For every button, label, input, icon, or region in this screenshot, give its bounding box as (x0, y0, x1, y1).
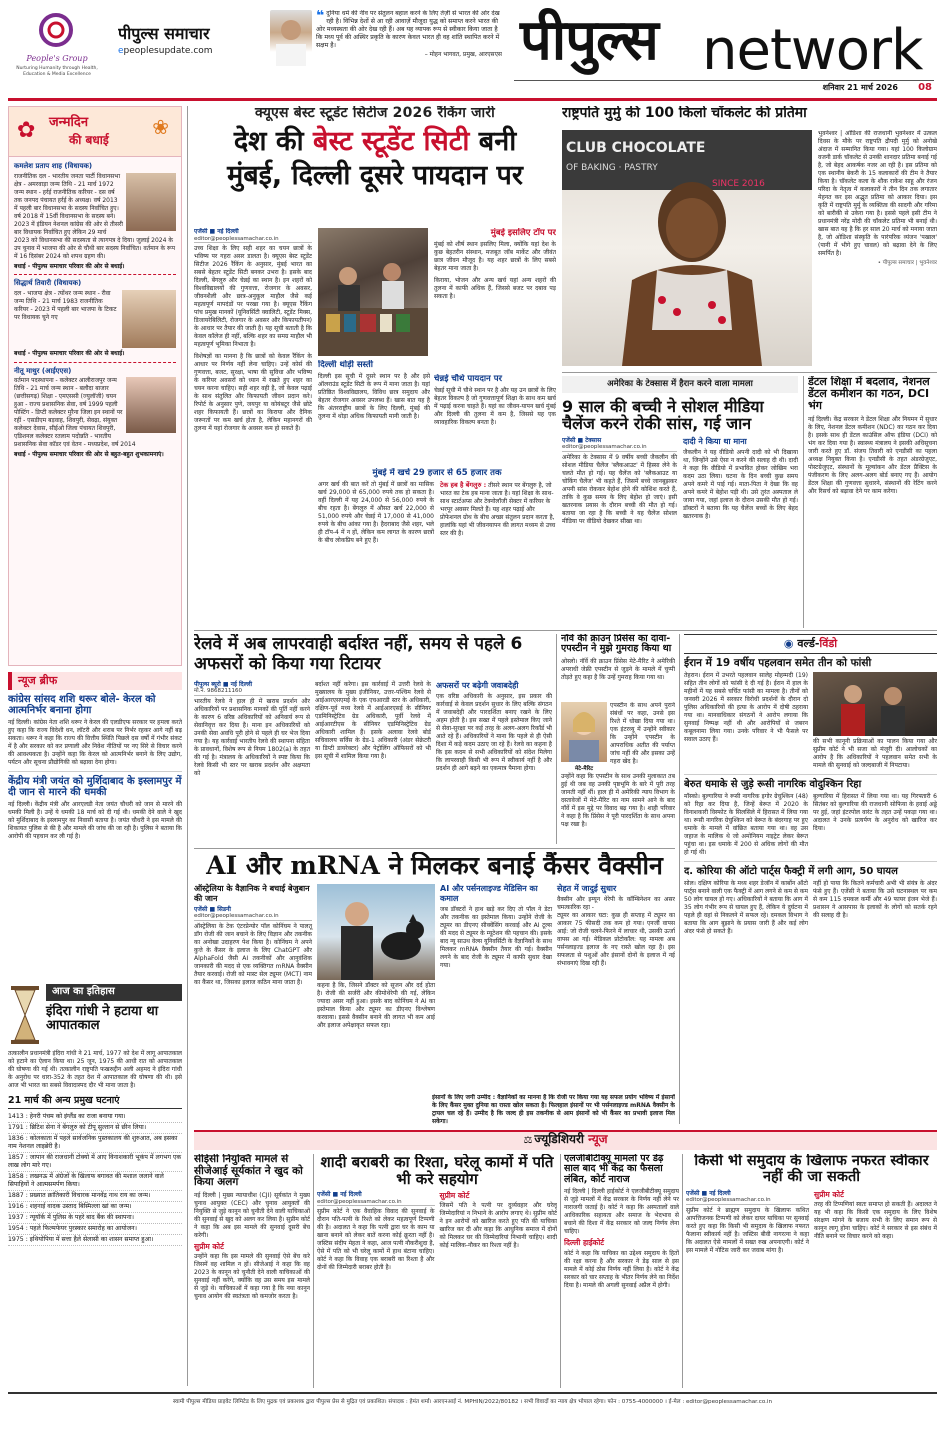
mumbai-body-2: किराया, भोजन और अन्य खर्च यहां अन्य शहरों की तुलना में काफी अधिक हैं, जिससे बजट पर दबाव पड़ सकता है। (434, 276, 556, 300)
history-body: तत्कालीन प्रधानमंत्री इंदिरा गांधी ने 21 मार्च, 1977 को देश में लागू आपातकाल को हटाने का ऐलान किया था। 25 जून, 1975 की आधी रात को आपातकाल की घोषणा की गई थी। तत्कालीन राष्ट्रपति फखरुद्दीन अली अहमद ने इंदिरा गांधी के अनुरोध पर धारा-352 के तहत देश में आपातकाल की घोषणा की थी। इसे आज भी भारत का सबसे विवादास्पद दौर भी माना जाता है। (8, 1050, 182, 1089)
cancer-body-3: जब डॉक्टरों ने हाथ खड़े कर दिए तो पॉल ने डेटा और तकनीक का इस्तेमाल किया। उन्होंने रोजी के ट्यूमर का डीएनए सीक्वेंसिंग करवाई और AI टूल्स की मदद से ट्यूमर के म्यूटेशन की पहचान की। इसके बाद न्यू साउथ वेल्स यूनिवर्सिटी के वैज्ञानिकों के साथ मिलकर mRNA वैक्सीन तैयार की गई। वैक्सीन लगने के बाद रोजी के ट्यूमर में काफी सुधार देखा गया। (440, 905, 552, 969)
cost-head: मुंबई में खर्च 29 हजार से 65 हजार तक (372, 468, 502, 478)
cancer-hope-text: इंसानों के लिए जगी उम्मीद : वैज्ञानिकों का मानना है कि रोजी पर किया गया यह सफल प्रयोग भविष्य में इंसानों के लिए कैंसर मुक्त दुनिया का रास्ता खोल सकता है। फिलहाल इंसानों पर भी पर्सनलाइज्ड mRNA वैक्सीन के ट्रायल चल रहे हैं। उम्मीद है कि जल्द ही इस तकनीक से आम इंसानों को भी कैंसर का प्रभावी इलाज मिल सकेगा। (432, 1094, 675, 1125)
cec-tag: सुप्रीम कोर्ट (194, 1241, 224, 1251)
judiciary-story-3 (564, 1154, 679, 1388)
russia-body-2: बुल्गारिया में हिरासत में लिया गया था। यह गिरफ्तारी 6 सितंबर को बुल्गारिया की राजधानी सोफिया के हवाई अड्डे पर हुई, जहां इंटरपोल वारंट के तहत उन्हें पकड़ा गया था। अदालत ने उनके प्रत्यर्पण के अनुरोध को खारिज कर दिया। (813, 793, 937, 833)
row-divider-mid-2 (194, 848, 675, 849)
birthday-header (9, 107, 181, 157)
qs-kicker: क्यूएस बेस्ट स्टूडेंट सिटीज 2026 रैंकिंग जारी (255, 106, 495, 121)
p2-wish: बधाई - पीपुल्स समाचार परिवार की ओर से बधाई। (14, 350, 125, 357)
events-list (8, 1112, 182, 1246)
shop-sign-text: CLUB CHOCOLATE (566, 140, 706, 156)
railway-sub-head: अफसरों पर बढ़ेगी जवाबदेही (436, 680, 519, 690)
texas-headline: 9 साल की बच्ची ने सोशल मीडिया चैलेंज करने रोकी सांस, गई जान (562, 396, 764, 434)
judiciary-story-2 (317, 1154, 557, 1388)
tech-hub-head: टेक हब है बेंगलुरु : (440, 480, 487, 489)
iran-photo (813, 672, 937, 736)
crown-side-text: एपस्टीन के साथ अपने पुराने संबंधों पर कहा, उनसे इस रिश्ते में धोखा दिया गया था। एक इंटरव्यू में उन्होंने स्वीकार कि उन्होंने एपस्टीन के आपराधिक अतीत की पर्याप्त जांच नहीं की और इसका उन्हें गहरा खेद है। (610, 702, 675, 765)
group-name: People's Group (26, 54, 88, 63)
hourglass-icon (8, 984, 42, 1046)
p1-photo (126, 173, 176, 231)
iran-body-2: की सभी कानूनी प्रक्रियाओं का पालन किया गया और सुप्रीम कोर्ट ने भी सजा को मंजूरी दी। आलोचकों का आरोप है कि अधिकारियों ने पहलवान समेत सभी के मामले की सुनवाई को जल्दबाजी में निपटाया। (813, 738, 937, 770)
bookstall-image (318, 228, 428, 356)
world-window (684, 634, 937, 1124)
cancer-bottom-note (432, 1094, 675, 1126)
p1-wish: बधाई - पीपुल्स समाचार परिवार की ओर से बधाई। (14, 262, 125, 270)
paper-name: पीपुल्स समाचार (118, 24, 210, 43)
crown-photo-col (561, 702, 675, 844)
marriage-headline: शादी बराबरी का रिश्ता, घरेलू कामों में पति भी करे सहयोग (320, 1154, 554, 1188)
marriage-body: सुप्रीम कोर्ट ने एक वैवाहिक विवाद की सुनवाई के दौरान पति-पत्नी के रिश्ते को लेकर महत्वपूर्ण टिप्पणी की है। अदालत ने कहा कि पत्नी द्वारा घर के काम या खाना बनाने को लेकर बातें करना कोई क्रूरता नहीं है। जस्टिस संदीप मेहता ने कहा, आज पत्नी नौकरीशुदा है, ऐसे में पति को भी घरेलू कामों में हाथ बंटाना चाहिए। कोर्ट ने कहा कि विवाह एक बराबरी का रिश्ता है और दोनों की जिम्मेदारी बराबर होती है। (317, 1208, 435, 1272)
history-label: आज का इतिहास (46, 984, 182, 1001)
group-logo-icon (36, 10, 76, 50)
hate-tag: सुप्रीम कोर्ट (814, 1189, 844, 1199)
svg-text:OF BAKING · PASTRY: OF BAKING · PASTRY (566, 163, 658, 173)
texas-sub-head: दादी ने किया था माना (683, 436, 747, 446)
top-quote (316, 10, 502, 90)
p1-name: कमलेश प्रताप शाह (विधायक) (14, 162, 93, 170)
person-icon (270, 10, 312, 66)
cake-icon: ✿ (17, 118, 36, 143)
iran-body: तेहरान। ईरान में उभरते पहलवान सालेह मोहम्मदी (19) सहित तीन लोगों को फांसी दे दी गई है। ईरान में हाल के महीनों में यह सबसे चर्चित फांसी का मामला है। तीनों को जनवरी 2026 में सरकार विरोधी प्रदर्शनों के दौरान दो पुलिस अधिकारियों की हत्या के आरोप में दोषी ठहराया गया था। मानवाधिकार संगठनों ने आरोप लगाया कि सुनवाई निष्पक्ष नहीं थी और आरोपियों से जबरन कबूलनामा लिया गया। उनके परिवार ने भी फैसले पर सवाल उठाए हैं। (684, 672, 808, 744)
brief-headline-2: केंद्रीय मंत्री जयंत को मुर्शिदाबाद के इस्लामपुर में दी जान से मारने की धमकी (8, 775, 182, 798)
choco-statue-photo (562, 130, 812, 366)
event-item: 1937 : न्यूयॉर्क में पुलिस के पहरे बाद बैंक की स्थापना। (8, 1213, 182, 1224)
qs-byline: एजेंसी ■ नई दिल्ली (194, 228, 239, 235)
imprint-text: स्वामी पीपुल्स मीडिया प्राइवेट लिमिटेड के लिए मुद्रक एवं प्रकाशक द्वारा पीपुल्स प्रेस से मुद्रित एवं प्रकाशित। संपादक : हेमंत शर्मा। आरएनआई नं. MPHIN/2022/80182 । सभी विवादों का न्याय क्षेत्र भोपाल रहेगा। फोन : 0755-4000000 । ई-मेल : editor@peoplessamachar.co.in (172, 1399, 773, 1405)
judiciary-story-4 (686, 1154, 937, 1388)
dental-story (808, 376, 937, 628)
choco-credit: • पीपुल्स समाचार | भुवनेश्वर (877, 260, 937, 266)
person-icon (561, 702, 607, 762)
brand-english: network (702, 18, 923, 82)
tech-hub-body: तीसरे स्थान पर बेंगलुरु है, जो भारत का टेक हब माना जाता है। यहां शिक्षा के साथ-साथ स्टार्टअप्स और टेक्नोलॉजी सेक्टर में करियर के भरपूर अवसर मिलते हैं। यह शहर पढ़ाई और प्रोफेशनल ग्रोथ के बीच अच्छा संतुलन प्रदान करता है, हालांकि यहां भी जीवनयापन की लागत मध्यम से उच्च स्तर की है। (440, 481, 556, 537)
edition-date: शनिवार 21 मार्च 2026 (822, 83, 898, 92)
chennai-head: चेन्नई चौथे पायदान पर (434, 374, 503, 384)
man-with-dog-image (317, 884, 435, 980)
korea-body-2: नहीं हो पाया कि कितने कर्मचारी अभी भी संयंत्र के अंदर फंसे हुए हैं। एजेंसी ने बताया कि उसे घटनास्थल पर कम से कम 115 दमकल कर्मी और 49 फायर इंजन भेजे हैं। प्रशासन ने आसपास के इलाकों के लोगों को सतर्क रहने की सलाह दी है। (813, 880, 937, 920)
qs-delhi-block (318, 360, 430, 460)
page-number: 08 (918, 82, 932, 93)
brand-hindi: पीपुल्स (520, 8, 658, 73)
dateline (514, 80, 934, 94)
cec-body-2: उन्होंने कहा कि इस मामले की सुनवाई ऐसे बेंच करे जिसमें वह शामिल न हों। सीजेआई ने कहा कि वह 2023 के कानून को चुनौती देने वाली याचिकाओं की सुनवाई नहीं करेंगे, क्योंकि वह उस समय इस मामले से जुड़े थे। याचिकाओं में कहा गया है कि नया कानून चुनाव आयोग की स्वतंत्रता को कमजोर करता है। (194, 1253, 310, 1301)
p3-photo (126, 377, 176, 433)
lgbtq-tag: दिल्ली हाईकोर्ट (564, 1238, 605, 1248)
lgbtq-headline: एलजीबीटीक्यू मामलों पर डेढ़ साल बाद भी केंद्र का फैसला लंबित, कोर्ट नाराज (564, 1154, 664, 1185)
railway-mobile: मो.नं. 9868211160 (194, 688, 310, 696)
railway-body-3: एक वरिष्ठ अधिकारी के अनुसार, इस प्रकार की कार्रवाई से केवल प्रदर्शन सुधार के लिए बल्कि संगठन में जवाबदेही और पारदर्शिता बनाए रखने के लिए अहम होती है। इस सख्त में पहले इस्तेमाल किए जाने से सेवा-सुरक्षा पर कई तरह के अलग-अलग रिकॉर्ड भी आते रहे हैं। अधिकारियों ने माना कि पहले से ही ऐसी दिशा में कड़े कदम उठाए जा रहे हैं। रेलवे का कहना है कि इस कदम से सभी अधिकारियों को संदेश मिलेगा कि लापरवाही किसी भी रूप में स्वीकार्य नहीं है और प्रदर्शन ही आगे बढ़ने का एकमात्र पैमाना होगा। (436, 692, 552, 772)
dental-body: नई दिल्ली। केंद्र सरकार ने डेंटल शिक्षा और नियमन में सुधार के लिए, नेशनल डेंटल कमीशन (NDC) का गठन कर दिया है। इसके साथ ही डेंटल काउंसिल ऑफ इंडिया (DCI) को भंग कर दिया गया है। स्वास्थ्य मंत्रालय ने इसकी अधिसूचना जारी करते हुए डॉ. संजय तिवारी को एनडीसी का पहला अध्यक्ष नियुक्त किया है। एनडीसी के तहत अंडरग्रेजुएट, पोस्टग्रेजुएट, संस्थानों के मूल्यांकन और डेंटल प्रैक्टिस के पंजीकरण के लिए अलग-अलग बोर्ड बनाए गए हैं। आयोग डेंटल शिक्षा की गुणवत्ता सुधारने, संस्थानों की रेटिंग करने और रिसर्च को बढ़ावा देने पर काम करेगा। (808, 416, 937, 496)
group-tagline: Nurturing Humanity through Health, Education & Media Excellence (16, 66, 98, 77)
vertical-divider-crown (556, 634, 557, 844)
choco-headline: राष्ट्रपति मुर्मु की 100 किलो चॉकलेट की प्रतिमा (562, 106, 807, 121)
row-divider-right-1 (562, 372, 937, 373)
qs-headline-2: मुंबई, दिल्ली दूसरे पायदान पर (227, 160, 523, 192)
judiciary-story-1 (194, 1154, 310, 1388)
qs-story (194, 106, 556, 626)
qs-chennai-block (434, 374, 556, 466)
history-box (8, 984, 182, 1386)
imprint-footer (8, 1392, 937, 1440)
brief-headline-1: कांग्रेस सांसद शशि थरूर बोले- केरल को आत्मनिर्भर बनाना होगा (8, 693, 156, 716)
wrestler-image (813, 672, 933, 736)
event-item: 1954 : पहले फिल्मफेयर पुरस्कार समारोह का आयोजन। (8, 1224, 182, 1235)
choco-body: भुवनेश्वर | ओडिशा की राजधानी भुवनेश्वर में उत्कल दिवस के मौके पर राष्ट्रपति द्रौपदी मुर्मु को अनोखे अंदाज में सम्मानित किया गया। यहां 100 किलोग्राम वजनी डार्क चॉकलेट से उनकी शानदार प्रतिमा बनाई गई है, जो बेहद आकर्षक नजर आ रही है। इस प्रतिमा को एक स्थानीय बेकरी के 15 कलाकारों की टीम ने तैयार किया है। चॉकलेट कला के शौक राकेश साहू और रंजन परिदा के नेतृत्व में कलाकारों ने तीन दिन तक लगातार मेहनत कर इस अद्भुत प्रतिमा को आकार दिया। इस कृति में राष्ट्रपति मुर्मु के व्यक्तित्व की सादगी और गरिमा को बारीकी से उकेरा गया है। इससे पहले इसी टीम ने प्रधानमंत्री नरेंद्र मोदी की चॉकलेट प्रतिमा भी बनाई थी। खास बात यह है कि हर साल 20 मार्च को मनाया जाता है, जो ओडिशा संस्कृति के पारंपरिक व्यंजन 'पखाल' (पानी में भीगे हुए चावल) को बढ़ावा देने के लिए समर्पित है। (818, 130, 937, 257)
qs-body-1: उच्च शिक्षा के लिए सही शहर का चयन छात्रों के भविष्य पर गहरा असर डालता है। क्यूएस बेस्ट स्टूडेंट सिटीज 2026 रैंकिंग के अनुसार, मुंबई भारत का सबसे बेहतर स्टूडेंट सिटी बनकर उभरा है। इसके बाद दिल्ली, बेंगलुरु और चेन्नई का स्थान है। इन शहरों को विश्वविद्यालयों की गुणवत्ता, रोजगार के अवसर, जीवनशैली और छात्र-अनुकूल माहौल जैसे कई महत्वपूर्ण मापदंडों पर परखा गया है। क्यूएस रैंकिंग पांच प्रमुख मानकों (यूनिवर्सिटी क्वालिटी, स्टूडेंट मिक्स, डिजायरेबिलिटी, रोजगार के अवसर और किफायतीपन) के आधार पर तैयार की जाती है। यह सूची बताती है कि केवल कॉलेज ही नहीं, बल्कि शहर का समग्र माहौल भी महत्वपूर्ण भूमिका निभाता है। (194, 245, 312, 349)
dental-headline: डेंटल शिक्षा में बदलाव, नेशनल डेंटल कमीशन का गठन, DCI भंग (808, 376, 930, 413)
peoples-group-logo (14, 8, 100, 92)
marriage-body-2: जिसमें पति ने पत्नी पर दुर्व्यवहार और घरेलू जिम्मेदारियां न निभाने के आरोप लगाए थे। सुप्रीम कोर्ट ने इन आरोपों को खारिज करते हुए पति की याचिका खारिज कर दी और कहा कि आधुनिक समाज में दोनों को मिलकर घर की जिम्मेदारियां निभानी चाहिए। शादी कोई मालिक-नौकर का रिश्ता नहीं है। (439, 1202, 557, 1250)
cancer-email: editor@peoplessamachar.co.in (194, 913, 312, 921)
brief-body-1: नई दिल्ली। कांग्रेस नेता शशि थरूर ने केरल की एलडीएफ सरकार पर हमला करते हुए कहा कि राज्य विदेशी धन, लॉटरी और शराब पर निर्भर रहकर आगे नहीं बढ़ सकता। थरूर ने कहा कि राज्य की वित्तीय स्थिति पिछले दस वर्षों में गंभीर संकट में है और सरकार को कर प्रणाली और निवेश नीतियों पर नए सिरे से विचार करने की आवश्यकता है। उन्होंने कहा कि केरल को आत्मनिर्भर बनाने के लिए उद्योग, पर्यटन और सूचना प्रौद्योगिकी को बढ़ावा देना होगा। (8, 718, 182, 766)
cec-body: नई दिल्ली | मुख्य न्यायाधीश (CJI) सूर्यकांत ने मुख्य चुनाव आयुक्त (CEC) और चुनाव आयुक्तों की नियुक्ति से जुड़े कानून को चुनौती देने वाली याचिकाओं की सुनवाई से खुद को अलग कर लिया है। सुप्रीम कोर्ट ने कहा कि अब इस मामले की सुनवाई दूसरी बेंच करेगी। (194, 1191, 310, 1239)
iran-headline: ईरान में 19 वर्षीय पहलवान समेत तीन को फांसी (684, 656, 872, 669)
delhi-head: दिल्ली थोड़ी सस्ती (318, 360, 373, 370)
cancer-dog-photo (317, 884, 435, 980)
railway-body-2: बर्दाश्त नहीं करेगा। इस कार्रवाई में उत्तरी रेलवे के मुख्यालय के मुख्य इंजीनियर, उत्तर-पश्चिम रेलवे से आईआरएसएमई के एक एचआरडी स्तर के अधिकारी, दक्षिण-पूर्व मध्य रेलवे में आईआरएसई के सीनियर एडमिनिस्ट्रेटिव ग्रेड अधिकारी, पूर्वी रेलवे में आईआरटीएस के सीनियर एडमिनिस्ट्रेटिव ग्रेड अधिकारी शामिल हैं। इसके अलावा रेलवे बोर्ड सचिवालय सर्विस के ग्रेड-1 अधिकारी (अंडर सेक्रेटरी या डिप्टी डायरेक्टर) और पेट्रोलिंग ऑफिसरों को भी इस सूची में शामिल किया गया है। (315, 680, 431, 760)
birthday-title-sub: की बधाई (69, 133, 109, 147)
masthead-divider (8, 98, 937, 101)
p1-details: राजनीतिक दल - भारतीय जनता पार्टी विधानसभा क्षेत्र - अमरवाड़ा जन्म तिथि - 21 मार्च 1972 जन्म स्थान - हर्रई राजनीतिक करियर - दस वर्ष तक जनपद पंचायत हर्रई के अध्यक्ष। वर्ष 2013 में पहली बार विधानसभा के सदस्य निर्वाचित हुए। वर्ष 2018 में 15वीं विधानसभा के सदस्य बने। 2023 में इंडियन नेशनल कांग्रेस की ओर से तीसरी बार विधायक निर्वाचित हुए लेकिन 29 मार्च 2023 को विधानसभा की सदस्यता से त्यागपत्र दे दिया। जुलाई 2024 के उप चुनाव में भाजपा की ओर से चौथी बार सदस्य निर्वाचित। वर्तमान के रूप में 16 दिसंबर 2024 को शपथ ग्रहण की। (14, 172, 176, 260)
cancer-body-4: वैक्सीन और इम्यून थेरेपी के कॉम्बिनेशन का असर चमत्कारिक रहा - (557, 895, 675, 911)
cancer-kicker: ऑस्ट्रेलिया के वैज्ञानिक ने बचाई बेजुबान की जान (194, 883, 310, 903)
brief-label: न्यूज ब्रीफ (8, 672, 182, 690)
russia-body: मॉस्को। बुल्गारिया ने रूसी नागरिक इगोर ग्रेचुश्किन (48) को रिहा कर दिया है, जिन्हें बेरूत में 2020 के विनाशकारी विस्फोट के सिलसिले में हिरासत में लिया गया था। रूसी नागरिक ग्रेचुश्किन को बेरूत के बंदरगाह पर हुए धमाके के मामले में वांछित बताया गया था। वह उस जहाज के मालिक थे जो अमोनियम नाइट्रेट लेकर बेरूत पहुंचा था। इस धमाके में 200 से अधिक लोगों की मौत हो गई थी। (684, 793, 808, 857)
hate-headline: किसी भी समुदाय के खिलाफ नफरत स्वीकार नहीं की जा सकती (694, 1154, 929, 1185)
cancer-body-5: ट्यूमर का आकार घटा: कुछ ही सप्ताह में ट्यूमर का आकार 75 फीसदी तक कम हो गया। एनर्जी वापस आई: जो रोजी चलने-फिरने में लाचार थी, उसकी ऊर्जा वापस आ गई। मेडिकल प्रोटोकॉल: यह मामला अब पर्सनलाइज्ड इलाज के नए रास्ते खोल रहा है। इस सफलता से पशुओं और इंसानों दोनों के इलाज में नई संभावनाएं दिख रही हैं। (557, 911, 675, 967)
paper-logo (118, 24, 266, 76)
svg-text:SINCE 2016: SINCE 2016 (712, 179, 765, 189)
qs-body-2: विशेषज्ञों का मानना है कि छात्रों को केवल रैंकिंग के आधार पर निर्णय नहीं लेना चाहिए। उन्हें कोर्स की गुणवत्ता, बजट, सुरक्षा, भाषा की सुविधा और भविष्य के करियर अवसरों को ध्यान में रखते हुए शहर का चयन करना चाहिए। सही शहर वही है, जो केवल पढ़ाई के साथ संतुलित और किफायती जीवन प्रदान करे। रिपोर्ट के अनुसार पुणे, जयपुर या कोयंबटूर जैसे छोटे शहर किफायती हैं। छात्रों का किराया और दैनिक जरूरतों पर कम खर्च होता है, लेकिन महानगरों की तुलना में यहां रोजगार के अवसर कम हो सकते हैं। (194, 353, 312, 433)
hate-body: सुप्रीम कोर्ट ने ब्राह्मण समुदाय के खिलाफ कथित आपत्तिजनक टिप्पणी को लेकर दायर याचिका पर सुनवाई करते हुए कहा कि किसी भी समुदाय के खिलाफ नफरत फैलाना स्वीकार्य नहीं है। जस्टिस बीवी नागरत्ना ने कहा कि अदालत ऐसे मामलों में सख्त रुख अपनाएगी। कोर्ट ने इस मामले में नोटिस जारी कर जवाब मांगा है। (686, 1207, 809, 1255)
quote-icon: ❝ (316, 10, 325, 24)
vertical-divider-dental (803, 376, 804, 628)
gavel-icon: ⚖ (523, 1135, 533, 1146)
railway-byline: पीपुल्स ब्यूरो ■ नई दिल्ली (194, 680, 253, 688)
balloon-icon: ❀ (152, 115, 169, 139)
railway-headline: रेलवे में अब लापरवाही बर्दाश्त नहीं, समय से पहले 6 अफसरों को किया गया रिटायर (194, 634, 523, 675)
delhi-body: दिल्ली इस सूची में दूसरे स्थान पर है और इसे ऑलराउंड स्टूडेंट सिटी के रूप में माना जाता है। यहां प्रतिष्ठित विश्वविद्यालय, विविध छात्र समुदाय और बेहतर रोजगार अवसर उपलब्ध हैं। खास बात यह है कि अंतरराष्ट्रीय छात्रों के लिए दिल्ली, मुंबई की तुलना में थोड़ा अधिक किफायती मानी जाती है। (318, 372, 430, 420)
choco-body-col (818, 130, 937, 366)
qs-cost-block (318, 468, 556, 624)
news-brief (8, 672, 182, 980)
cancer-sub-head-1: AI और पर्सनलाइज्ड मेडिसिन का कमाल (440, 883, 538, 903)
crown-lead: ओस्लो। नॉर्वे की क्राउन प्रिंसेस मेटे-मैरिट ने अमेरिकी अपराधी जेफ्री एपस्टीन से जुड़ने के मामले में चुप्पी तोड़ते हुए कहा है कि उन्हें गुमराह किया गया था। (561, 657, 675, 681)
world-label: ◉ वर्ल्ड-विंडो (684, 634, 937, 654)
p2-photo (122, 290, 176, 348)
history-headline: इंदिरा गांधी ने हटाया था आपातकाल (46, 1003, 159, 1033)
texas-body-1: अमेरिका के टेक्सास में 9 वर्षीय बच्ची जैकलीन की सोशल मीडिया चैलेंज 'ब्लैकआउट' में हिस्सा लेने के चलते मौत हो गई। यह चैलेंज को 'ब्लैकआउट या चोकिंग चैलेंज' भी कहते हैं, जिसमें बच्चे जानबूझकर अपनी सांस रोककर बेहोश होने की कोशिश करते हैं, ताकि वे कुछ समय के लिए बेहोश हो जाएं। इसी खतरनाक प्रयास के दौरान बच्ची की मौत हो गई। बताया जा रहा है कि बच्ची ने यह चैलेंज सोशल मीडिया पर वीडियो देखकर सीखा था। (562, 454, 677, 526)
row-divider-mid-1 (194, 630, 937, 631)
birthday-title-top: जन्मदिन (49, 115, 89, 130)
marriage-tag: सुप्रीम कोर्ट (439, 1191, 470, 1200)
statue-image (562, 130, 812, 366)
cec-headline: सीईसी नियुक्ति मामले से सीजेआई सूर्यकांत ने खुद को किया अलग (194, 1154, 303, 1189)
p3-wish: बधाई - पीपुल्स समाचार परिवार की ओर से बहुत-बहुत शुभकामनाएं। (14, 451, 164, 459)
p2-details: दल - भाजपा क्षेत्र - त्योंथर जन्म स्थान - रीवा जन्म तिथि - 21 मार्च 1983 राजनीतिक करियर - 2023 में पहली बार भाजपा के टिकट पर विधायक चुने गए (14, 290, 117, 321)
event-item: 1791 : ब्रिटिश सेना ने बेंगलुरु को टीपू सुल्तान से छीन लिया। (8, 1123, 182, 1134)
texas-byline: एजेंसी ■ टेक्सास (562, 436, 602, 444)
masthead (0, 0, 945, 96)
website-link[interactable]: epeoplesupdate.com (118, 46, 213, 56)
korea-body: सोल। दक्षिण कोरिया के मध्य शहर डेजॉन में कार्बोन ऑटो पार्ट्स बनाने वाली एक फैक्ट्री में आग लगने से कम से कम 50 लोग घायल हो गए। अधिकारियों ने बताया कि आग में 35 लोग गंभीर रूप से घायल हुए हैं, लेकिन ये दुर्घटना में पहले ही वहां से निकलने में सफल रहे। दमकल विभाग ने बताया कि आग बुझाने के प्रयास जारी हैं और कई लोग अंदर फंसे हो सकते हैं। (684, 880, 808, 936)
event-item: 1916 : शहनाई वादक उस्ताद बिस्मिल्ला खां का जन्म। (8, 1202, 182, 1213)
qs-headline-1: देश की बेस्ट स्टूडेंट सिटी बनी (233, 126, 517, 158)
birthday-box (8, 106, 182, 666)
texas-email: editor@peoplessamachar.co.in (562, 444, 677, 452)
left-col-divider (187, 106, 188, 1386)
p3-name: नीतू माथुर (आईएएस) (14, 366, 72, 375)
p3-details: वर्तमान पदस्थापना - कलेक्टर आलीराजपुर जन्म तिथि - 21 मार्च जन्म स्थान - बलौदा बाजार (छत्तीसगढ़) शिक्षा - एमएससी (ज्युलॉजी) चयन हुआ - राज्य प्रशासनिक सेवा, वर्ष 1999 पहली पोस्टिंग - डिप्टी कलेक्टर मुरैना जिला इन स्थानों पर रहीं - एसडीएम बड़वाह, शिवपुरी, सेवढ़ा, संयुक्त कलेक्टर देवास, सीईओ जिला पंचायत शिवपुरी, एडिशनल कलेक्टर रतलाम पदोन्नति - भारतीय प्रशासनिक सेवा कॉडर एवं वेतन - मध्यप्रदेश, वर्ष 2014 (14, 377, 136, 449)
choco-story (562, 106, 937, 368)
marriage-email: editor@peoplessamachar.co.in (317, 1199, 435, 1207)
texas-story (562, 376, 798, 628)
texas-body-2: जैकलीन ने यह वीडियो अपनी दादी को भी दिखाया था, जिन्होंने उसे ऐसा न करने की सलाह दी थी। दादी ने कहा कि वीडियो में प्रभावित होकर जोखिम भरा कदम उठा लिया। घटना के दिन बच्ची कुछ समय अपने कमरे में पाई गई। माता-पिता ने देखा कि वह अपने कमरे में बेहोश पड़ी थी। उसे तुरंत अस्पताल ले जाया गया, जहां इलाज के दौरान उसकी मौत हो गई। डॉक्टरों ने बताया कि यह चैलेंज बच्चों के लिए बेहद खतरनाक है। (683, 448, 798, 520)
event-item: 1887 : प्रख्यात क्रांतिकारी विचारक मानवेंद्र नाथ राय का जन्म। (8, 1191, 182, 1202)
event-item: 1857 : जापान की राजधानी टोक्यो में आए विनाशकारी भूकंप में लगभग एक लाख लोग मारे गए। (8, 1153, 182, 1172)
event-item: 1836 : कोलकाता में पहले सार्वजनिक पुस्तकालय की शुरुआत, अब इसका नाम नेशनल लाइब्रेरी है। (8, 1134, 182, 1153)
jud-divider-2 (560, 1154, 561, 1388)
mumbai-head: मुंबई इसलिए टॉप पर (490, 228, 556, 238)
lgbtq-lead: नई दिल्ली | दिल्ली हाईकोर्ट ने एलजीबीटीक्यू समुदाय से जुड़े मामलों में केंद्र सरकार के निर्णय नहीं लेने पर नाराजगी जताई है। कोर्ट ने कहा कि अस्पतालों वाले आधिकारिक सहायता और समाज के भेदभाव से बचाने की दिशा में केंद्र सरकार को जल्द निर्णय लेना चाहिए। (564, 1188, 679, 1236)
mumbai-body: मुंबई को शीर्ष स्थान इसलिए मिला, क्योंकि यहां देश के कुछ बेहतरीन संस्थान, मजबूत जॉब मार्केट और जीवंत छात्र जीवन मौजूद है। यह शहर छात्रों के लिए सबसे बेहतर माना जाता है। (434, 240, 556, 272)
railway-body-1: भारतीय रेलवे ने हाल ही में खराब प्रदर्शन और अधिकारियों पर प्रशासनिक मानकों की पूर्ति नहीं करने के कारण 6 वरिष्ठ अधिकारियों को अनिवार्य रूप से सेवानिवृत्त कर दिया है। माना इन अधिकारियों को उनकी सेवा अवधि पूरी होने से पहले ही घर भेज दिया गया है। यह कार्रवाई भारतीय रेलवे की स्थापना संहिता के प्रावधानों, विशेष रूप से नियम 1802(a) के तहत की गई है। मंत्रालय के अधिकारियों ने स्पष्ट किया कि रेलवे किसी भी स्तर पर खराब प्रदर्शन और अक्षमता को (194, 698, 310, 778)
judiciary-label: ⚖ ज्यूडिशियरी न्यूज (194, 1130, 937, 1150)
cancer-sub-head-2: सेहत में जादुई सुधार (557, 883, 617, 893)
events-headline: 21 मार्च की अन्य प्रमुख घटनाएं (8, 1096, 182, 1109)
chennai-body: चेन्नई सूची में चौथे स्थान पर है और यह उन छात्रों के लिए बेहतर विकल्प है जो गुणवत्तापूर्ण शिक्षा के साथ कम खर्च में पढ़ाई करना चाहते हैं। यहां का जीवन-यापन खर्च मुंबई और दिल्ली की तुलना में कम है, जिससे यह एक व्यावहारिक विकल्प बनता है। (434, 386, 556, 426)
texas-kicker: अमेरिका के टेक्सास में हैरान करने वाला मामला (562, 376, 798, 393)
cancer-byline: एजेंसी ■ सिडनी (194, 905, 231, 913)
jud-divider-3 (682, 1154, 683, 1388)
globe-icon: ◉ (783, 637, 794, 650)
hate-body-2: तरह की टिप्पणियां स्वतः समाप्त हो सकती हैं। अदालत ने यह भी कहा कि किसी एक समुदाय के लिए विशेष संरक्षण मांगने के बजाय सभी के लिए समान रूप से कानून लागू होना चाहिए। कोर्ट ने सरकार से इस संबंध में नीति बनाने पर विचार करने को कहा। (814, 1201, 937, 1241)
qs-library-photo (318, 228, 428, 356)
brief-body-2: नई दिल्ली। केंद्रीय मंत्री और आरएलडी नेता जयंत चौधरी को जान से मारने की धमकी मिली है। उन्हें ये धमकी 18 मार्च को दी गई थी। धमकी देने वाले ने खुद को मुर्शिदाबाद के इस्लामपुर का निवासी बताया है। जयंत चौधरी ने इस मामले की शिकायत पुलिस से की है और मामले की जांच की जा रही है। पुलिस ने बताया कि आरोपी की पहचान कर ली गई है। (8, 800, 182, 840)
hate-byline: एजेंसी ■ नई दिल्ली (686, 1189, 731, 1197)
brand-title (514, 2, 934, 82)
cancer-body-2: कहना है कि, जिसने डॉक्टर को सूजन और दर्द होता है। रोजी की सर्जरी और कीमोथेरेपी की गई, लेकिन ज्यादा असर नहीं हुआ। इसके बाद कोनिंघम ने AI का इस्तेमाल किया और ट्यूमर का डीएनए विश्लेषण करवाया। इससे वैक्सीन बनाने की लागत भी कम आई और इलाज अपेक्षाकृत सफल रहा। (317, 981, 435, 1029)
crown-princess-photo (561, 702, 607, 762)
korea-headline: द. कोरिया की ऑटो पार्ट्स फैक्ट्री में लगी आग, 50 घायल (684, 866, 898, 878)
quote-text: दुनिया धर्म की नींव पर संतुलन बहाल करने के लिए तेज़ी से भारत की ओर देख रही है। विभिन्न देशों से आ रही आवाज़ें मौजूदा युद्ध को समाप्त करने भारत की ओर मध्यस्थता की ओर देख रही हैं। अब यह व्यापक रूप से स्वीकार किया जाता है कि मध्य पूर्व की अस्थिर प्रकृति के कारण केवल भारत ही वह शांति स्थापित करने में सक्षम है। (316, 10, 500, 49)
russia-headline: बेरुत धमाके से जुड़े रूसी नागरिक वोदुश्किन रिहा (684, 779, 862, 791)
event-item: 1858 : लखनऊ में अंग्रेजों के खिलाफ बगावत की मशाल जलाने वाले सिपाहियों ने आत्मसमर्पण किया। (8, 1172, 182, 1191)
cancer-body-1: ऑस्ट्रेलिया के टेक एंटरप्रेन्योर पॉल कोनिंघम ने पालतू डॉग रोजी की जान बचाने के लिए विज्ञान और तकनीक का अनोखा उदाहरण पेश किया है। कोनिंघम ने अपने कुत्ते के कैंसर के इलाज के लिए ChatGPT और AlphaFold जैसी AI तकनीकों और आनुवंशिक जानकारी की मदद से एक व्यक्तिगत mRNA वैक्सीन तैयार करवाई। रोजी को मास्ट सेल ट्यूमर (MCT) नाम का कैंसर था, जिसका इलाज कठिन माना जाता है। (194, 922, 312, 986)
event-item: 1975 : इथियोपिया में सत्ता हैले सेलासी का शासन समाप्त हुआ। (8, 1235, 182, 1246)
hate-email: editor@peoplessamachar.co.in (686, 1197, 809, 1205)
cost-body: अगर खर्च की बात करें तो मुंबई में छात्रों का मासिक खर्च 29,000 से 65,000 रुपये तक हो सकता है। वहीं दिल्ली में यह 24,000 से 56,000 रुपये के बीच रहता है। बेंगलुरु में औसत खर्च 22,000 से 51,000 रुपये और चेन्नई में 17,000 से 41,000 रुपये के बीच आंका गया है। हैदराबाद जैसे शहर, भले ही टॉप-4 में न हों, लेकिन कम लागत के कारण छात्रों के बीच लोकप्रिय बने हुए हैं। (318, 480, 434, 544)
railway-story (194, 634, 552, 844)
p2-name: सिद्धार्थ तिवारी (विधायक) (14, 279, 82, 288)
qs-email: editor@peoplessamachar.co.in (194, 236, 312, 244)
vertical-divider-world (679, 634, 680, 1124)
marriage-byline: एजेंसी ■ नई दिल्ली (317, 1191, 362, 1198)
cancer-headline: AI और mRNA ने मिलकर बनाई कैंसर वैक्सीन (206, 852, 663, 880)
crown-body: उन्होंने कहा कि एपस्टीन के साथ उनकी मुलाकात तब हुई थी जब वह उनकी पृष्ठभूमि के बारे में पूरी तरह जानती नहीं थीं। हाल ही में अमेरिकी न्याय विभाग के दस्तावेजों में मेटे-मैरिट का नाम सामने आने के बाद नॉर्वे में इस मुद्दे पर विवाद बढ़ गया है। शाही परिवार ने कहा है कि प्रिंसेस ने पूरी पारदर्शिता के साथ अपना पक्ष रखा है। (561, 772, 675, 828)
author-photo (270, 10, 312, 66)
event-item: 1413 : हेनरी पंचम को इंग्लैंड का राजा बनाया गया। (8, 1112, 182, 1123)
lgbtq-body: कोर्ट ने कहा कि याचिका का उद्देश्य समुदाय के हितों की रक्षा करना है और सरकार ने डेढ़ साल से इस मामले में कोई ठोस निर्णय नहीं लिया है। कोर्ट ने केंद्र सरकार को चार सप्ताह के भीतर निर्णय लेने का निर्देश दिया है। मामले की अगली सुनवाई अप्रैल में होगी। (564, 1249, 679, 1289)
crown-headline: नॉर्वे की क्राउन प्रिंसेस का दावा- एपस्टीन ने मुझे गुमराह किया था (561, 634, 672, 655)
cancer-story (194, 852, 675, 1126)
quote-author: – मोहन भागवत, प्रमुख, आरएसएस (424, 51, 502, 58)
jud-divider-1 (313, 1154, 314, 1388)
crown-caption: मेटे-मैरिट (574, 766, 594, 772)
